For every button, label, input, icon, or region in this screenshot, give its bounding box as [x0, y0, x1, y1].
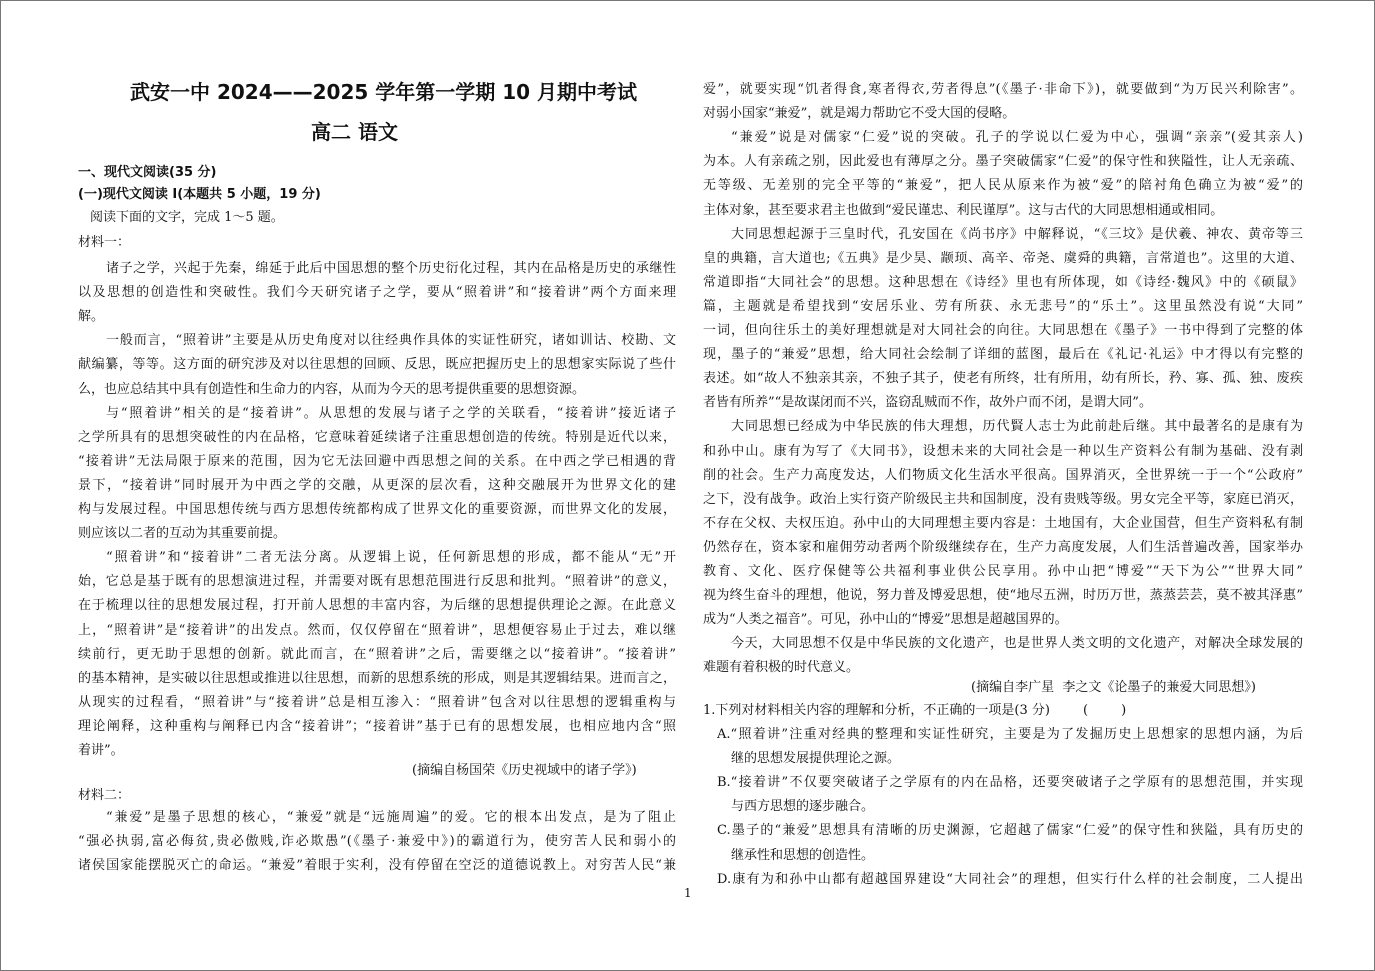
material2-label: 材料二： [78, 788, 131, 803]
question1-option-line: D.康有为和孙中山都有超越国界建设“大同社会”的理想，但实行什么样的社会制度，二人提出 [717, 871, 1303, 887]
material2-line: 不存在父权、夫权压迫。孙中山的大同理想主要内容是：土地国有，大企业国营，但生产资料私有制 [703, 515, 1303, 531]
material2-line: 篇，主题就是希望找到“安居乐业、劳有所获、永无悲号”的“乐土”。这里虽然没有说“大同” [703, 298, 1303, 314]
section-heading: 一、现代文阅读(35 分) [78, 165, 217, 180]
material2-line: 为本。人有亲疏之别，因此爱也有薄厚之分。墨子突破儒家“仁爱”的保守性和狭隘性，让人无亲疏、 [703, 154, 1303, 170]
material2-line: 主体对象，甚至要求君主也做到“爱民谨忠、利民谨厚”。这与古代的大同思想相通或相同。 [703, 202, 1224, 218]
material1-line: 续前行，更无助于思想的创新。就此而言，在“照着讲”之后，需要继之以“接着讲”。“接着讲” [78, 646, 676, 662]
page-number: 1 [684, 886, 692, 900]
material2-line: 爱”，就要实现“饥者得食,寒者得衣,劳者得息”(《墨子·非命下》)，就要做到“为万民兴利除害”。 [703, 82, 1303, 97]
material1-line: 解。 [78, 309, 105, 325]
material1-line: 么，也应总结其中具有创造性和生命力的内容，从而为今天的思考提供重要的思想资源。 [78, 381, 586, 397]
material2-line: 今天，大同思想不仅是中华民族的文化遗产，也是世界人类文明的文化遗产，对解决全球发展的 [731, 636, 1303, 652]
material2-line: 削的社会。生产力高度发达，人们物质文化生活水平很高。国界消灭，全世界统一于一个“公政府” [703, 467, 1303, 483]
material2-line: 一词，但向往乐土的美好理想就是对大同社会的向往。大同思想在《墨子》一书中得到了完整的体 [703, 323, 1303, 338]
material2-line: 大同思想起源于三皇时代，孔安国在《尚书序》中解释说，“《三坟》是伏羲、神农、黄帝等三 [731, 226, 1303, 242]
exam-subject: 高二 语文 [311, 120, 398, 144]
question1-option-line: 继承性和思想的创造性。 [731, 847, 875, 863]
instruction-text: 阅读下面的文字，完成 1～5 题。 [90, 210, 284, 225]
material1-line: 上，“照着讲”是“接着讲”的出发点。然而，仅仅停留在“照着讲”，思想便容易止于过去，难以继 [78, 622, 676, 638]
question1-option-line: A.“照着讲”注重对经典的整理和实证性研究，主要是为了发掘历史上思想家的思想内涵，为后 [717, 727, 1303, 742]
material2-line: 对弱小国家“兼爱”，就是竭力帮助它不受大国的侵略。 [703, 106, 1016, 122]
material2-source: (摘编自李广星 李之文《论墨子的兼爱大同思想》) [971, 680, 1256, 695]
material2-line: 常道即指“大同社会”的思想。这种思想在《诗经》里也有所体现，如《诗经·魏风》中的《硕鼠》 [703, 274, 1303, 290]
material2-line: 表述。如“故人不独亲其亲，不独子其子，使老有所终，壮有所用，幼有所长，矜、寡、孤、独、废疾 [703, 371, 1303, 387]
material2-line: 之下，没有战争。政治上实行资产阶级民主共和国制度，没有贵贱等级。男女完全平等，家庭已消灭， [703, 491, 1303, 507]
material1-line: “照着讲”和“接着讲”二者无法分离。从逻辑上说，任何新思想的形成，都不能从“无”开 [106, 550, 676, 566]
material1-line: 理论阐释，这种重构与阐释已内含“接着讲”；“接着讲”基于已有的思想发展，也相应地内含“照 [78, 718, 676, 734]
material1-line: 的基本精神，是实破以往思想或推进以往思想，而新的思想系统的形成，则是其逻辑结果。进而言之， [78, 670, 676, 686]
material1-line: 构与发展过程。中国思想传统与西方思想传统都构成了世界文化的重要资源，而世界文化的发展， [78, 502, 676, 517]
exam-title: 武安一中 2024——2025 学年第一学期 10 月期中考试 [130, 80, 638, 104]
material2-line: 皇的典籍，言大道也;《五典》是少昊、颛顼、高辛、帝尧、虞舜的典籍，言常道也”。这里的大道、 [703, 250, 1303, 266]
question1-option-line: B.“接着讲”不仅要突破诸子之学原有的内在品格，还要突破诸子之学原有的思想范围，并实现 [717, 775, 1303, 791]
material2-line: “兼爱”说是对儒家“仁爱”说的突破。孔子的学说以仁爱为中心，强调“亲亲”(爱其亲人) [731, 130, 1303, 146]
material1-line: 着讲”。 [78, 743, 124, 758]
material1-line: 则应该以二者的互动为其重要前提。 [78, 526, 287, 542]
material2-line: “强必执弱,富必侮贫,贵必傲贱,诈必欺愚”(《墨子·兼爱中》)的霸道行为，使穷苦人民和弱小的 [78, 834, 676, 850]
question1-stem: 1.下列对材料相关内容的理解和分析，不正确的一项是(3 分) ( ) [703, 703, 1127, 718]
material2-line: 教育、文化、医疗保健等公共福利事业供公民享用。孙中山把“博爱”“天下为公”“世界大同” [703, 564, 1303, 579]
material2-line: 难题有着积极的时代意义。 [703, 660, 860, 676]
material2-line: 和孙中山。康有为写了《大同书》，设想未来的大同社会是一种以生产资料公有制为基础、没有剥 [703, 443, 1303, 459]
material1-line: 景下，“接着讲”同时展开为中西之学的交融，从更深的层次看，这种交融展开为世界文化的建 [78, 477, 676, 493]
material1-line: 与“照着讲”相关的是“接着讲”。从思想的发展与诸子之学的关联看，“接着讲”接近诸子 [106, 405, 676, 421]
material2-line: 诸侯国家能摆脱灭亡的命运。“兼爱”着眼于实利，没有停留在空泛的道德说教上。对穷苦人民“兼 [78, 858, 676, 874]
question1-option-line: C.墨子的“兼爱”思想具有清晰的历史渊源，它超越了儒家“仁爱”的保守性和狭隘，具有历史的 [717, 823, 1303, 839]
material2-line: 成为“人类之福音”。可见，孙中山的“博爱”思想是超越国界的。 [703, 612, 1068, 628]
material1-label: 材料一： [78, 235, 131, 250]
material2-line: 者皆有所养”“是故谋闭而不兴，盗窃乱贼而不作，故外户而不闭，是谓大同”。 [703, 395, 1152, 411]
question1-option-line: 与西方思想的逐步融合。 [731, 799, 875, 815]
material1-line: “接着讲”无法局限于原来的范围，因为它无法回避中西思想之间的关系。在中西之学已相遇的背 [78, 453, 676, 469]
material1-source: (摘编自杨国荣《历史视域中的诸子学》) [412, 763, 637, 778]
material2-line: 现，墨子的“兼爱”思想，给大同社会绘制了详细的蓝图，最后在《礼记·礼运》中才得以有完整的 [703, 347, 1303, 363]
material1-line: 诸子之学，兴起于先秦，绵延于此后中国思想的整个历史衍化过程，其内在品格是历史的承继性 [106, 261, 676, 276]
material1-line: 一般而言，“照着讲”主要是从历史角度对以往经典作具体的实证性研究，诸如训诂、校勘、文 [106, 333, 676, 349]
subsection-heading: (一)现代文阅读 I(本题共 5 小题，19 分) [78, 187, 321, 202]
material1-line: 从现实的过程看，“照着讲”与“接着讲”总是相互渗入：“照着讲”包含对以往思想的逻辑重构与 [78, 694, 676, 710]
material1-line: 之学所具有的思想突破性的内在品格，它意味着延续诸子注重思想创造的传统。特别是近代以来， [78, 429, 676, 445]
material1-line: 献编纂，等等。这方面的研究涉及对以往思想的回顾、反思，既应把握历史上的思想家实际说了些什 [78, 357, 676, 373]
material2-line: 仍然存在，资本家和雇佣劳动者两个阶级继续存在，生产力高度发展，人们生活普遍改善，国家举办 [703, 539, 1303, 555]
material2-line: 大同思想已经成为中华民族的伟大理想，历代賢人志士为此前赴后继。其中最著名的是康有为 [731, 419, 1303, 435]
material2-line: 无等级、无差别的完全平等的“兼爱”，把人民从原来作为被“爱”的陪衬角色确立为被“爱”的 [703, 178, 1303, 194]
material2-line: “兼爱”是墨子思想的核心，“兼爱”就是“远施周遍”的爱。它的根本出发点，是为了阻止 [106, 810, 676, 825]
question1-option-line: 继的思想发展提供理论之源。 [731, 751, 901, 767]
material2-line: 视为终生奋斗的理想，他说，努力普及博爱思想，使“地尽五洲，时历万世，蒸蒸芸芸，莫不被其泽惠” [703, 588, 1303, 604]
material1-line: 在于梳理以往的思想发展过程，打开前人思想的丰富内容，为后继的思想提供理论之源。在此意义 [78, 598, 676, 614]
material1-line: 以及思想的创造性和突破性。我们今天研究诸子之学，要从“照着讲”和“接着讲”两个方面来理 [78, 285, 676, 301]
material1-line: 始，它总是基于既有的思想演进过程，并需要对既有思想范围进行反思和批判。“照着讲”的意义， [78, 574, 676, 590]
